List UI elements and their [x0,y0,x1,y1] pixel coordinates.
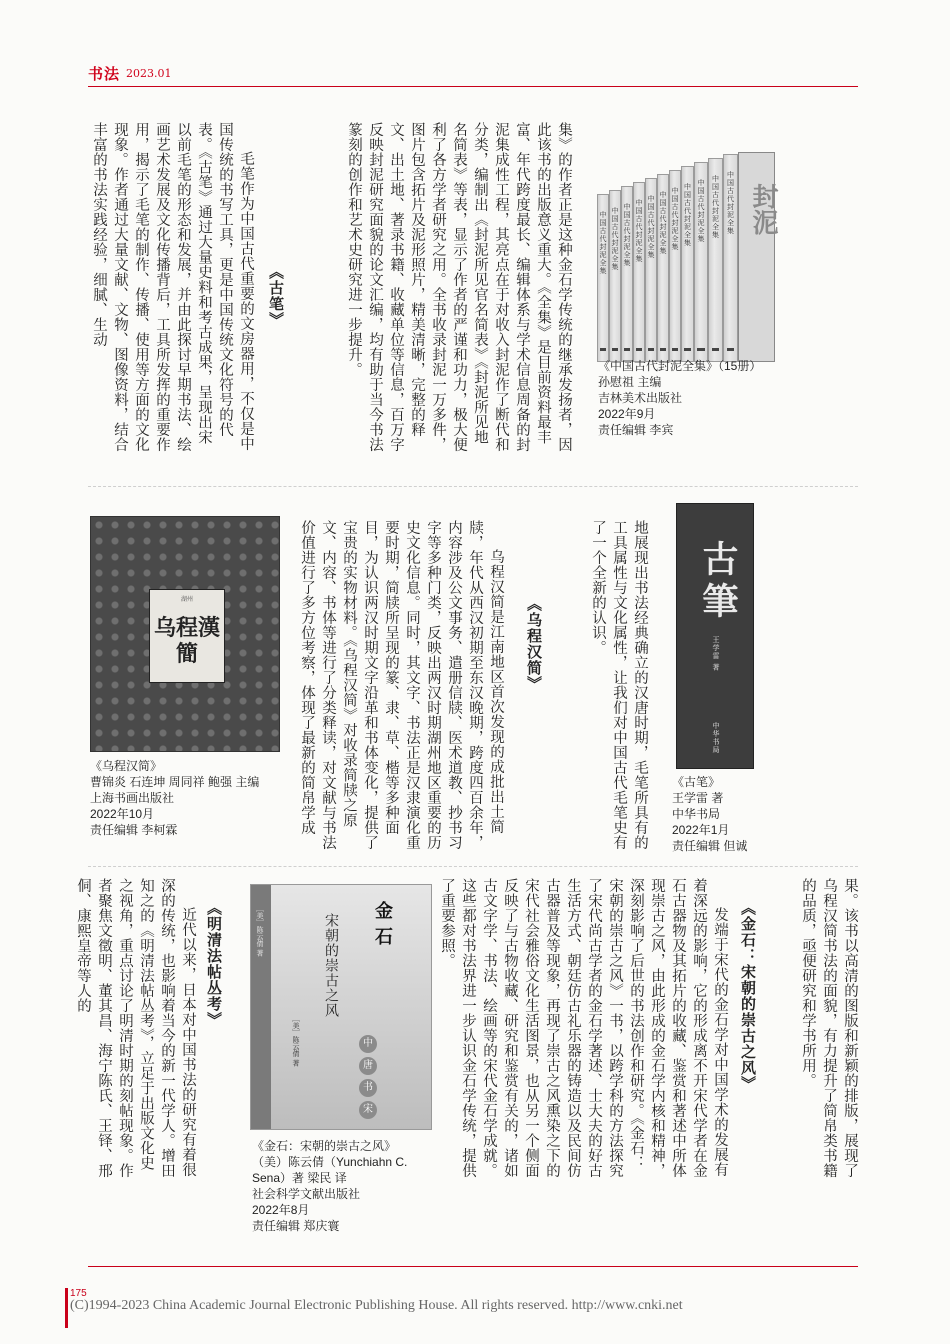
caption-publisher: 吉林美术出版社 [598,391,683,405]
paragraph-gubi-intro: 毛笔作为中国古代重要的文房器用，不仅是中国传统的书写工具，更是中国传统文化符号的代表。《古笔》通过大量史料和考古成果，呈现出宋以前毛笔的形态和发展，并由此探讨早期书法、绘画艺术发展及文化传播背后，工具所发挥的重要作用，揭示了毛笔的制作、传播、使用等方面的文化现象。作者通过大量文献、文物、图像资料，结合丰富的书法实践经验，细腻、生动 [91,122,254,452]
paragraph-mingqing: 近代以来，日本对中国书法的研究有着很深的传统，也影响着当今的新一代学人。增田知之的《明清法帖丛考》，立足于出版文化史之视角，重点讨论了明清时期的刻帖现象。作者聚焦文徵明、董其昌、海宁陈氏、王铎、邢侗、康熙皇帝等人的 [75,878,196,1178]
book-cover-fengni-set: 中国古代封泥全集 中国古代封泥全集 中国古代封泥全集 中国古代封泥全集 中国古代封泥全集 中国古代封泥全集 中国古代封泥全集 中国古代封泥全集 中国古代封泥全集 中国古代封泥全集 中国古代封泥全集 封泥 [597,152,775,362]
article-column [84,122,256,452]
page-header [88,62,172,84]
caption-title: 《乌程汉简》 [90,759,163,773]
caption-editor: 曹锦炎 石连坤 周同祥 鲍强 主编 [90,775,260,789]
caption-jinshi [252,1138,432,1234]
paragraph-gubi-end: 地展现出书法经典确立的汉唐时期，毛笔所具有的工具属性与文化属性，让我们对中国古代毛笔史有了一个全新的认识。 [590,520,648,850]
caption-date: 2022年9月 [598,407,656,421]
header-rule [88,86,858,87]
footer-rule [88,1266,858,1267]
paragraph-fengni: 集》的作者正是这种金石学传统的继承发扬者，因此该书的出版意义重大。《全集》是目前资料最丰富、年代跨度最长、编辑体系与学术信息周备的封泥集成性工程，其亮点在于对收入封泥作了断代和分类，编制出《封泥所见官名简表》《封泥所见地名简表》等表，显示了作者的严谨和功力，极大便利了各方学者研究之用。全书收录封泥一万多件，图片包含拓片及泥形照片，精美清晰，完整的释文、出土地、著录书籍、收藏单位等信息，百万字反映封泥研究面貌的论文汇编，均有助于当今书法篆刻的创作和艺术史研究进一步提升。 [346,122,572,452]
book-cover-gubi: 古筆 王学雷 著 中华书局 [676,503,754,769]
article-column [430,878,730,1178]
article-column [312,122,574,452]
section-title-mingqing: 《明清法帖丛考》 [205,900,223,1028]
book-cover-jinshi: ［美］陈云倩 著 金石 宋朝的崇古之风 ［美］陈云倩 著 中 唐 书 宋 [250,884,432,1130]
section-title-gubi: 《古笔》 [267,264,285,328]
caption-gubi [672,774,747,854]
caption-responsible-editor: 责任编辑 李宾 [598,423,674,437]
page-number: 175 [70,1288,87,1299]
caption-publisher: 上海书画出版社 [90,791,175,805]
section-title-wucheng: 《乌程汉简》 [525,596,543,692]
section-divider [88,866,858,867]
caption-responsible-editor: 责任编辑 郑庆寰 [252,1219,340,1233]
page-footer [0,1288,950,1328]
article-column [75,878,198,1178]
paragraph-jinshi: 发端于宋代的金石学对中国学术的发展有着深远的影响，它的形成离不开宋代学者在金石古器物及其拓片的收藏、鉴赏和著述中所体现崇古之风，由此形成的金石学内核和精神，深刻影响了后世的书法创作和研究。《金石：宋朝的崇古之风》一书，以跨学科的方法探究了宋代尚古学者的金石学著述、士大夫的好古生活方式、朝廷仿古礼乐器的铸造以及民间仿古器普及等现象，再现了崇古之风熏染之下的宋代社会雅俗文化生活图景，也从另一个侧面反映了与古物收藏、研究和鉴赏有关的，诸如古文字学、书法、绘画等的宋代金石学成就。这些都对书法界进一步认识金石学传统，提供了重要参照。 [439,878,728,1178]
caption-title: 《古笔》 [672,775,721,789]
issue-number: 2023.01 [126,66,172,80]
article-column [566,520,650,850]
caption-responsible-editor: 责任编辑 但诚 [672,839,748,853]
book-cover-wucheng [90,516,280,752]
caption-author: （美）陈云倩（Yunchiahn C. Sena）著 梁民 译 [252,1155,408,1185]
caption-date: 2022年10月 [90,807,155,821]
paragraph-wucheng: 乌程汉简是江南地区首次发现的成批出土简牍，年代从西汉初期至东汉晚期，跨度四百余年，内容涉及公文事务、遣册信牍、医术道教、抄书习字等多种门类，反映出两汉时期湖州地区重要的历史文化信息。同时，其文字、书法正是汉隶演化重要时期，简牍所呈现的篆、隶、草、楷等多种面目，为认识两汉时期文字沿革和书体变化，提供了宝贵的实物材料。《乌程汉简》对收录简牍之原文、内容、书体等进行了分类释读，对文献与书法价值进行了多方位考察，体现了最新的简帛学成 [299,520,504,850]
cover-label: 湖州 乌程漢簡 [149,589,225,683]
caption-editor: 孙慰祖 主编 [598,375,662,389]
article-column [782,878,860,1178]
copyright-notice: (C)1994-2023 China Academic Journal Electronic Publishing House. All rights reserved. http://www.cnki.net [70,1298,683,1313]
journal-logo: 书法 [88,64,121,83]
caption-title: 《中国古代封泥全集》（15册） [598,359,762,373]
caption-publisher: 社会科学文献出版社 [252,1187,361,1201]
caption-wucheng [90,758,259,838]
caption-publisher: 中华书局 [672,807,721,821]
caption-date: 2022年8月 [252,1203,310,1217]
caption-author: 王学雷 著 [672,791,724,805]
paragraph-wucheng-end: 果。该书以高清的图版和新颖的排版，展现了乌程汉简书法的面貌，有力提升了简帛类书籍的品质，亟便研究和学书所用。 [800,878,858,1178]
caption-fengni [598,358,761,438]
article-column [284,520,506,850]
section-divider [88,486,858,487]
caption-responsible-editor: 责任编辑 李柯霖 [90,823,178,837]
section-title-jinshi: 《金石：宋朝的崇古之风》 [739,900,757,1092]
caption-date: 2022年1月 [672,823,730,837]
page-number-bar [65,1288,68,1328]
caption-title: 《金石：宋朝的崇古之风》 [252,1139,397,1153]
